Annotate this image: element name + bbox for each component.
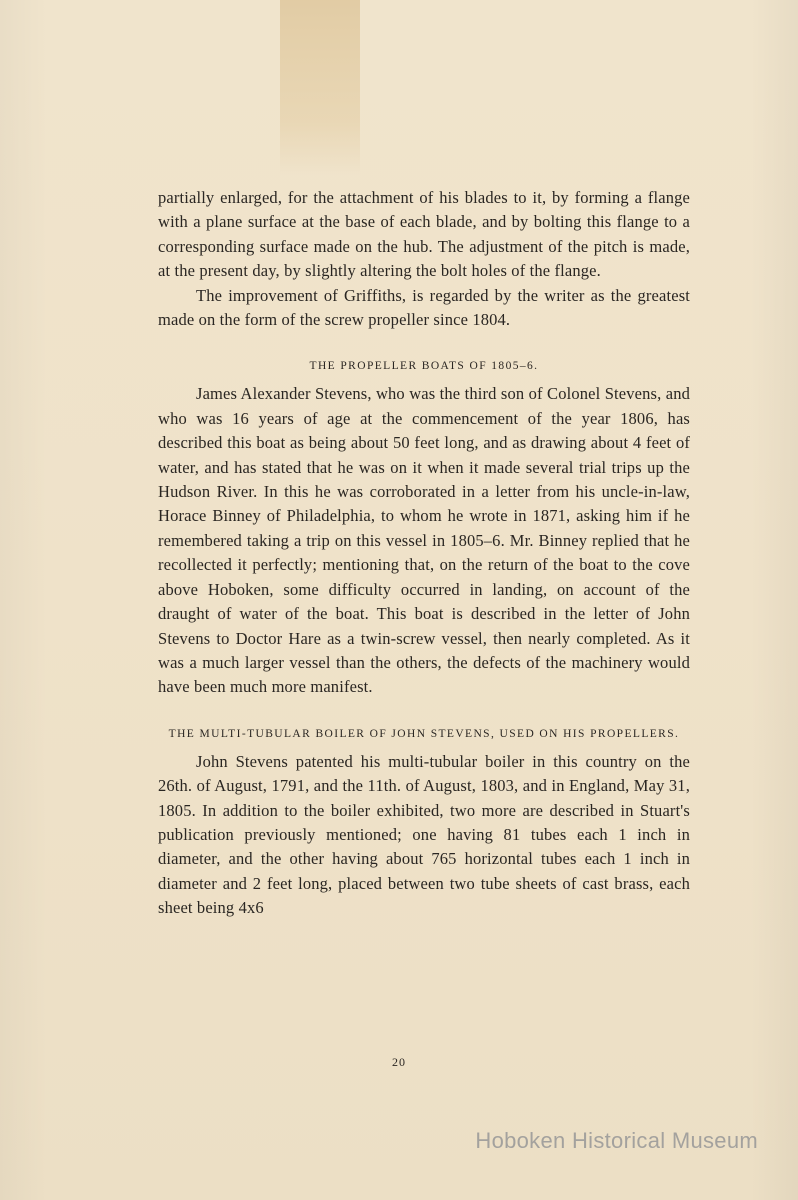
continuation-paragraph: partially enlarged, for the attachment of his blades to it, by forming a flange with a plane surface at the base of each blade, and by bolting this flange to a corresponding surface made on the hub. The adjustment of the pitch is made, at the present day, by slightly altering the bolt holes of the flange. xyxy=(158,188,690,281)
paper-stain xyxy=(280,0,360,175)
text-block xyxy=(158,186,690,921)
museum-watermark: Hoboken Historical Museum xyxy=(475,1128,758,1153)
griffiths-paragraph: The improvement of Griffiths, is regarded by the writer as the greatest made on the form of the screw propeller since 1804. xyxy=(158,285,690,330)
section-heading-propeller-boats: THE PROPELLER BOATS OF 1805–6. xyxy=(309,360,539,373)
boiler-paragraph: John Stevens patented his multi-tubular boiler in this country on the 26th. of August, 1791, and the 11th. of August, 1803, and in England, May 31, 1805. In addition to the boiler exhibited, two more are described in Stuart's publication previously mentioned; one having 81 tubes each 1 inch in diameter, and the other having about 765 horizontal tubes each 1 inch in diameter and 2 feet long, placed between two tube sheets of cast brass, each sheet being 4x6 xyxy=(158,751,690,918)
propeller-boats-paragraph: James Alexander Stevens, who was the third son of Colonel Stevens, and who was 16 years of age at the commencement of the year 1806, has described this boat as being about 50 feet long, and as drawing about 4 feet of water, and has stated that he was on it when it made several trial trips up the Hudson River. In this he was corroborated in a letter from his uncle-in-law, Horace Binney of Philadelphia, to whom he wrote in 1871, asking him if he remembered taking a trip on this vessel in 1805–6. Mr. Binney replied that he recollected it perfectly; mentioning that, on the return of the boat to the cove above Hoboken, some difficulty occurred in landing, on account of the draught of water of the boat. This boat is described in the letter of John Stevens to Doctor Hare as a twin-screw vessel, then nearly completed. As it was a much larger vessel than the others, the defects of the machinery would have been much more manifest. xyxy=(158,384,690,697)
page-number: 20 xyxy=(392,1055,406,1069)
section-heading-multi-tubular-boiler: THE MULTI-TUBULAR BOILER OF JOHN STEVENS, USED ON HIS PROPELLERS. xyxy=(168,727,680,740)
